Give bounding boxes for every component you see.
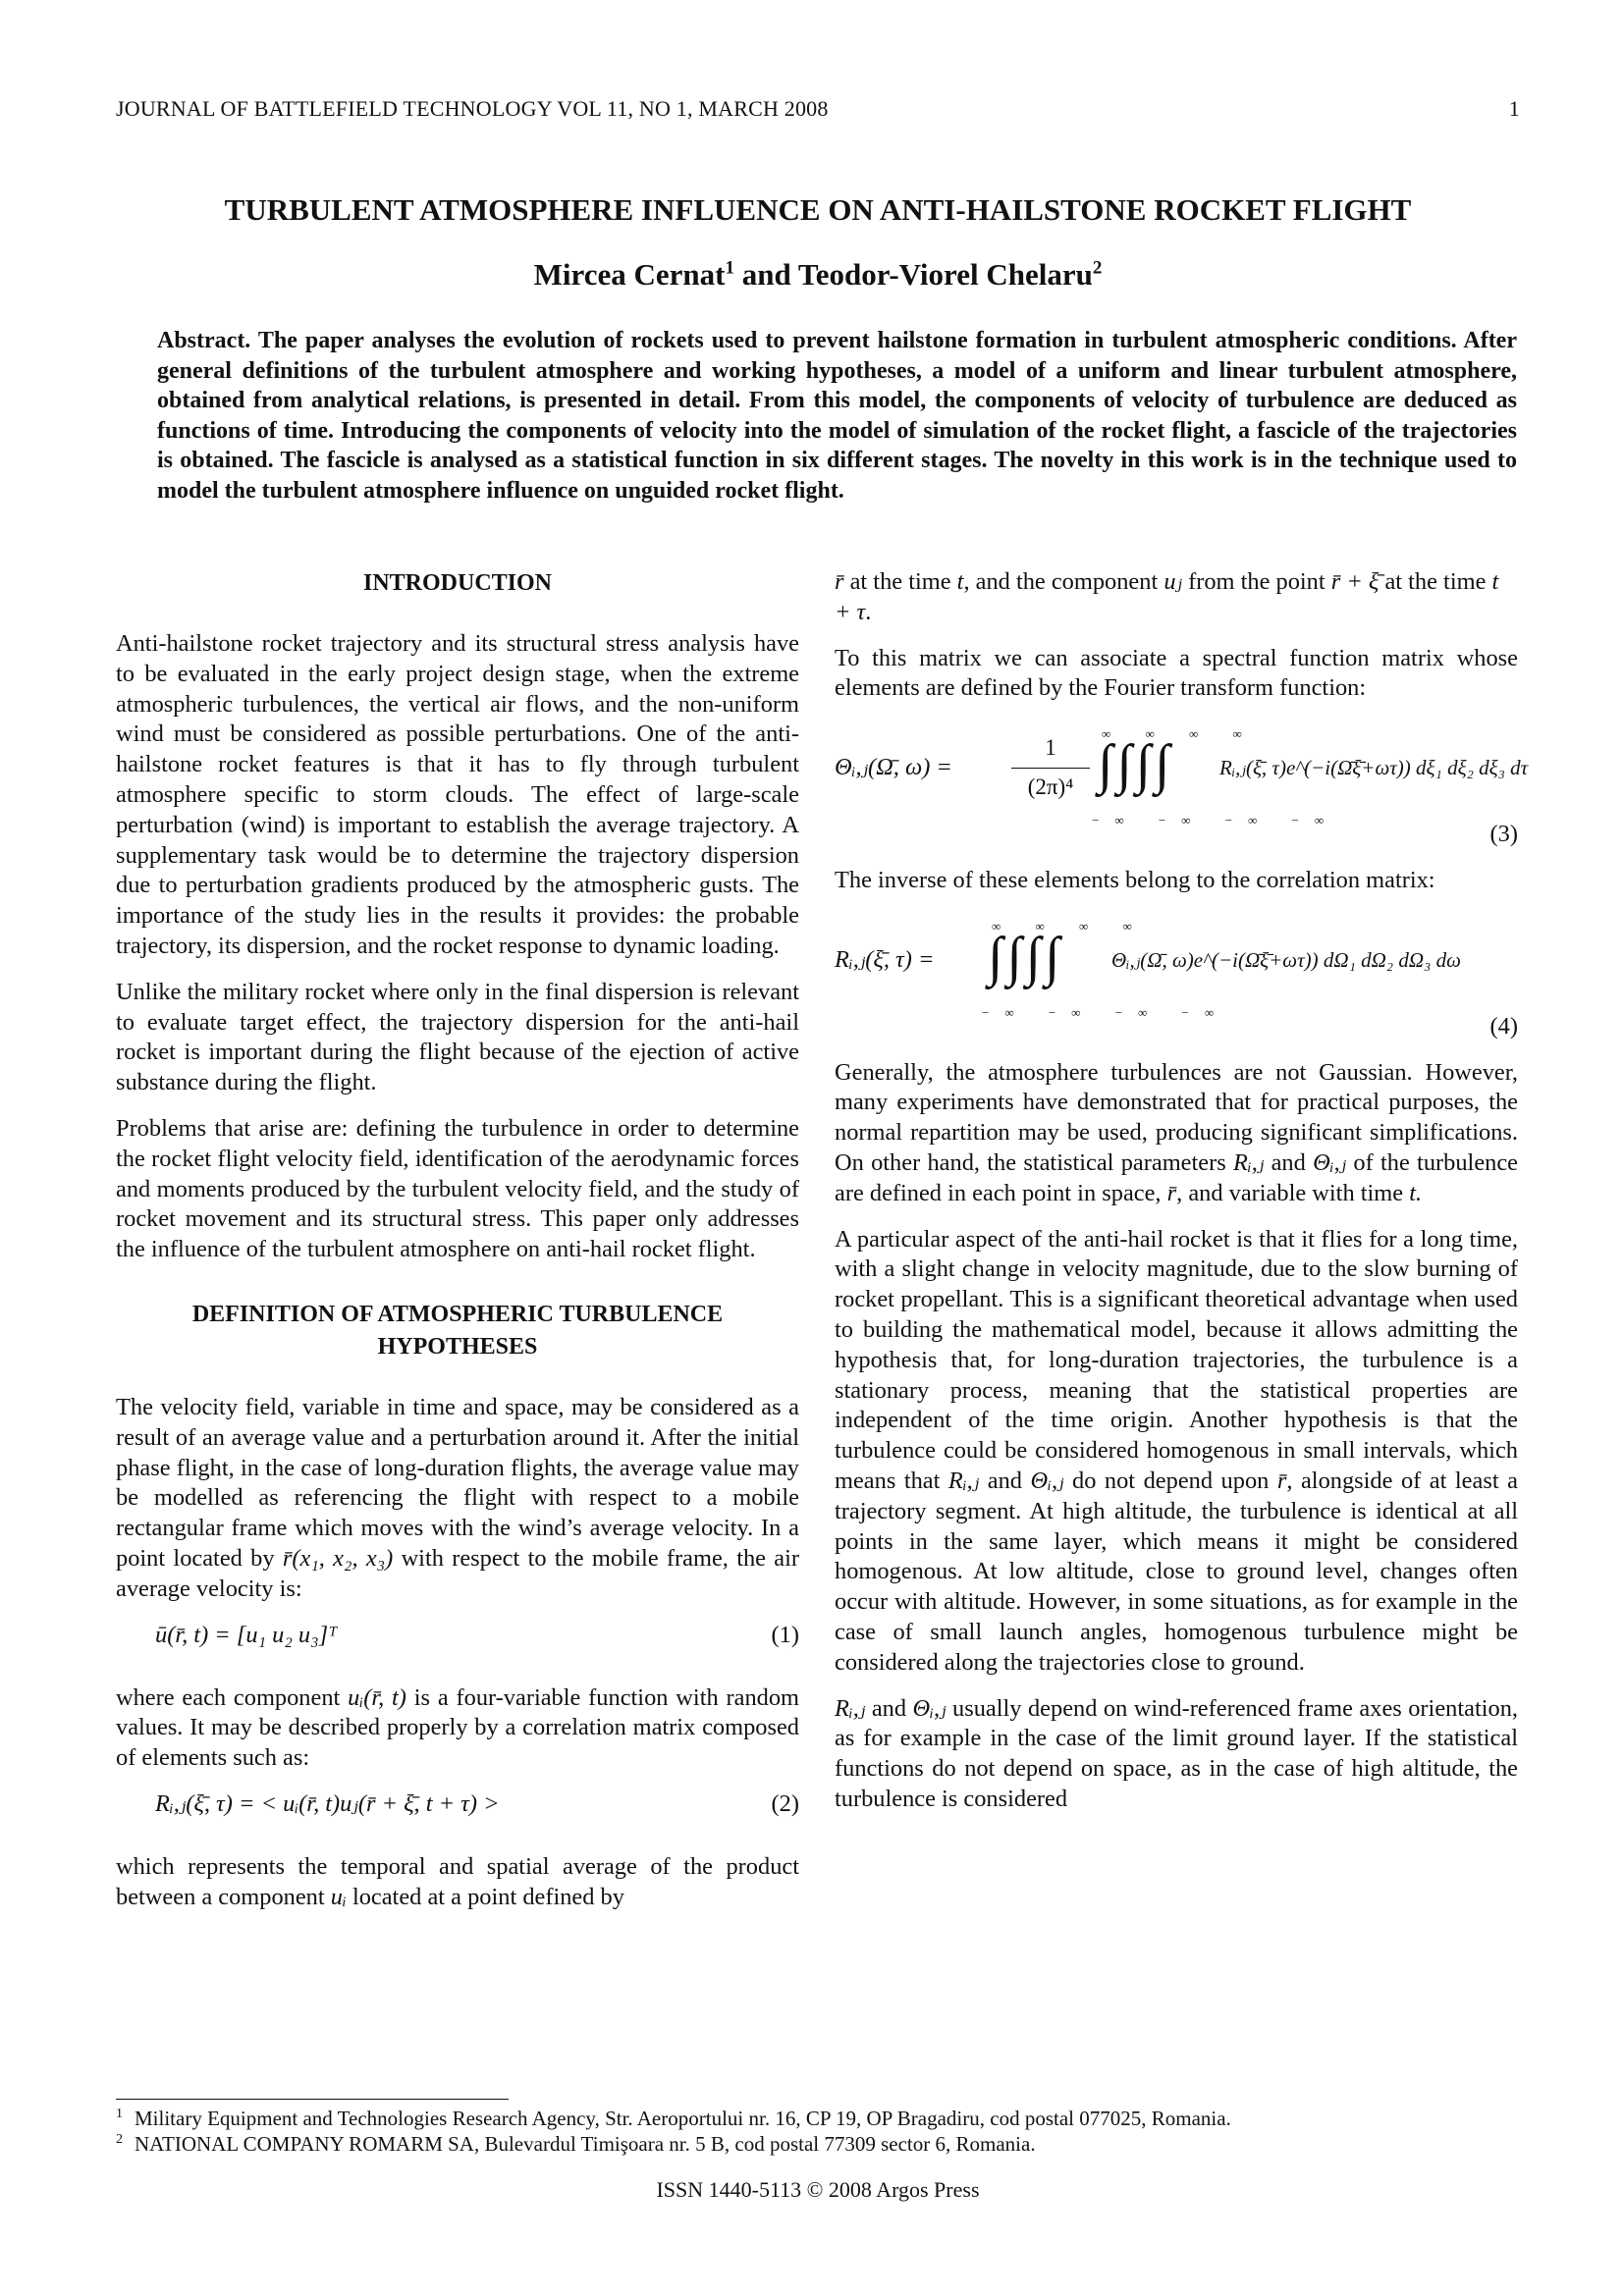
paragraph: r̄ at the time t, and the component uⱼ from the point r̄ + ξ̄ at the time t + τ. xyxy=(835,568,1499,625)
math-symbol: Θᵢ,ⱼ xyxy=(1313,1148,1347,1176)
equation-2 xyxy=(116,1789,799,1833)
paragraph: Unlike the military rocket where only in the final dispersion is relevant to evaluate target effect, the trajectory dispersion for the anti-hail rocket is important during the flight because of the ejection of active substance during the flight. xyxy=(116,978,799,1096)
equation-number: (2) xyxy=(771,1789,799,1817)
section-heading-definition: DEFINITION OF ATMOSPHERIC TURBULENCE HYPOTHESES xyxy=(191,1301,724,1360)
author-1-affiliation: 1 xyxy=(725,257,734,279)
integral-lower-limits: −∞ −∞ −∞ −∞ xyxy=(982,1004,1230,1020)
equation-rhs: Rᵢ,ⱼ(ξ̄, τ)e^(−i(Ω̄ξ̄+ωτ)) dξ₁ dξ₂ dξ₃ dτ xyxy=(1219,756,1529,780)
footnote-marker: 2 xyxy=(116,2132,123,2147)
math-symbol: t. xyxy=(1409,1179,1423,1206)
footnote-2: $^2$ NATIONAL COMPANY ROMARM SA, Bulevardul Timişoara nr. 5 B, cod postal 77309 sector 6, Romania. xyxy=(116,2132,1036,2156)
fraction xyxy=(1011,733,1090,803)
math-symbol: r̄ xyxy=(835,568,844,595)
quadruple-integral: ∫∫∫∫ xyxy=(1098,734,1174,796)
paragraph: where each component uᵢ(r̄, t) is a four-variable function with random values. It may be described properly by a correlation matrix composed of elements such as: xyxy=(116,1683,799,1772)
math-symbol: uᵢ xyxy=(330,1883,347,1910)
equation-rhs: Θᵢ,ⱼ(Ω̄, ω)e^(−i(Ω̄ξ̄+ωτ)) dΩ₁ dΩ₂ dΩ₃ dω xyxy=(1111,947,1461,972)
math-symbol: r̄ + ξ̄ xyxy=(1330,568,1380,595)
equation-3 xyxy=(835,720,1529,828)
paragraph: which represents the temporal and spatial average of the product between a component uᵢ located at a point defined by xyxy=(116,1852,799,1910)
math-symbol: t + τ xyxy=(835,568,1499,625)
equation-lhs: Rᵢ,ⱼ(ξ̄, τ) = xyxy=(835,945,935,973)
author-2: Teodor-Viorel Chelaru xyxy=(797,257,1093,292)
journal-name: JOURNAL OF BATTLEFIELD TECHNOLOGY VOL 11, NO 1, MARCH 2008 xyxy=(116,96,829,121)
left-column xyxy=(116,567,799,1929)
issn-footer: ISSN 1440-5113 © 2008 Argos Press xyxy=(656,2177,980,2202)
equation-body: Rᵢ,ⱼ(ξ̄, τ) = < uᵢ(r̄, t)uⱼ(r̄ + ξ̄, t + τ) > xyxy=(155,1789,500,1817)
equation-number: (3) xyxy=(1489,821,1518,848)
equation-1 xyxy=(116,1621,799,1664)
math-symbol: Rᵢ,ⱼ xyxy=(835,1694,866,1722)
math-symbol: r̄ xyxy=(1276,1467,1287,1494)
footnote-1: $^1$ Military Equipment and Technologies Research Agency, Str. Aeroportului nr. 16, CP 19, OP Bragadiru, cod postal 077025, Romania. xyxy=(116,2107,1231,2130)
authors-and: and xyxy=(733,257,798,292)
math-symbol: uⱼ xyxy=(1163,568,1182,595)
fraction-bar xyxy=(1011,768,1090,769)
paragraph: Anti-hailstone rocket trajectory and its structural stress analysis have to be evaluated in the early project design stage, when the extreme atmospheric turbulences, the vertical air flows, and the non-uniform wind must be considered as possible perturbations. One of the anti-hailstone rocket features is that it has to fly through turbulent atmosphere specific to storm clouds. The effect of large-scale perturbation (wind) is important to establish the average trajectory. A supplementary task would be to determine the trajectory dispersion due to perturbation gradients produced by the atmospheric gusts. The importance of the study lies in the results it provides: the probable trajectory, its dispersion, and the rocket response to dynamic loading. xyxy=(116,630,799,959)
equation-number: (4) xyxy=(1489,1012,1518,1040)
fraction-numerator: 1 xyxy=(1045,735,1056,761)
math-symbol: t xyxy=(956,568,964,595)
math-symbol: r̄(x₁, x₂, x₃) xyxy=(282,1544,394,1572)
paragraph: The velocity field, variable in time and space, may be considered as a result of an average value and a perturbation around it. After the initial phase flight, in the case of long-duration flights, the average value may be modelled as referencing the flight with respect to a mobile rectangular frame which moves with the wind’s average velocity. In a point located by r̄(x₁, x₂, x₃) with respect to the mobile frame, the air average velocity is: xyxy=(116,1393,799,1602)
paragraph: Generally, the atmosphere turbulences are not Gaussian. However, many experiments have demonstrated that for practical purposes, the normal repartition may be used, producing significant simplifications. On other hand, the statistical parameters Rᵢ,ⱼ and Θᵢ,ⱼ of the turbulence are defined in each point in space, r̄, and variable with time t. xyxy=(835,1058,1518,1206)
math-symbol: Rᵢ,ⱼ xyxy=(947,1467,980,1494)
equation-4 xyxy=(835,912,1518,1020)
math-symbol: r̄ xyxy=(1166,1179,1177,1206)
right-column xyxy=(835,567,1529,1831)
math-symbol: uᵢ(r̄, t) xyxy=(348,1683,406,1711)
paragraph: Problems that arise are: defining the turbulence in order to determine the rocket flight velocity field, identification of the aerodynamic forces and moments produced by the turbulent velocity field, and the study of rocket movement and its structural stress. This paper only addresses the influence of the turbulent atmosphere on anti-hail rocket flight. xyxy=(116,1114,799,1263)
paragraph: Rᵢ,ⱼ and Θᵢ,ⱼ usually depend on wind-referenced frame axes orientation, as for example in the case of the limit ground layer. If the statistical functions do not depend on space, as in the case of high altitude, the turbulence is considered xyxy=(835,1694,1519,1812)
author-2-affiliation: 2 xyxy=(1092,257,1103,279)
footnote-rule xyxy=(116,2099,509,2100)
math-symbol: Rᵢ,ⱼ xyxy=(1233,1148,1265,1176)
fraction-denominator: (2π)⁴ xyxy=(1027,774,1074,799)
equation-lhs: Θᵢ,ⱼ(Ω̄, ω) = xyxy=(835,754,952,781)
paragraph: A particular aspect of the anti-hail rocket is that it flies for a long time, with a slight change in velocity magnitude, due to the slow burning of rocket propellant. This is a significant theoretical advantage when used to building the mathematical model, because it allows admitting the hypothesis that, for long-duration trajectories, the turbulence is a stationary process, meaning that the statistical properties are independent of the time origin. Another hypothesis is that the turbulence could be considered homogenous in small intervals, which means that Rᵢ,ⱼ and Θᵢ,ⱼ do not depend upon r̄, alongside of at least a trajectory segment. At high altitude, the turbulence is identical at all points in the same layer, which means it might be considered homogenous. At low altitude, close to ground level, changes often occur with altitude. However, in some situations, as for example in the case of small launch angles, homogenous turbulence might be considered along the trajectories close to ground. xyxy=(835,1225,1518,1676)
paper-title: TURBULENT ATMOSPHERE INFLUENCE ON ANTI-HAILSTONE ROCKET FLIGHT xyxy=(224,192,1412,227)
page-number: 1 xyxy=(1508,96,1520,121)
integral-upper-limits: ∞ ∞ ∞ ∞ xyxy=(1102,726,1258,742)
quadruple-integral: ∫∫∫∫ xyxy=(988,926,1064,988)
section-heading-introduction: INTRODUCTION xyxy=(362,570,553,596)
author-1: Mircea Cernat xyxy=(533,257,726,292)
footnote-marker: 1 xyxy=(116,2107,123,2121)
equation-number: (1) xyxy=(771,1621,799,1648)
math-symbol: Θᵢ,ⱼ xyxy=(1030,1467,1064,1494)
math-symbol: Θᵢ,ⱼ xyxy=(912,1694,947,1722)
abstract: Abstract. The paper analyses the evolution of rockets used to prevent hailstone formation in turbulent atmospheric conditions. After general definitions of the turbulent atmosphere and working hypotheses, a model of a uniform and linear turbulent atmosphere, obtained from analytical relations, is presented in detail. From this model, the components of velocity of turbulence are deduced as functions of time. Introducing the components of velocity into the model of simulation of the rocket flight, a fascicle of the trajectories is obtained. The fascicle is analysed as a statistical function in six different stages. The novelty in this work is in the technique used to model the turbulent atmosphere influence on unguided rocket flight. xyxy=(157,328,1517,504)
paragraph: To this matrix we can associate a spectral function matrix whose elements are defined by the Fourier transform function: xyxy=(835,644,1518,702)
running-header xyxy=(116,96,1520,122)
integral-lower-limits: −∞ −∞ −∞ −∞ xyxy=(1092,813,1340,828)
equation-body: ū(r̄, t) = [u₁ u₂ u₃]ᵀ xyxy=(155,1621,338,1648)
integral-upper-limits: ∞ ∞ ∞ ∞ xyxy=(992,918,1148,934)
paragraph: The inverse of these elements belong to the correlation matrix: xyxy=(835,866,1435,893)
authors xyxy=(116,257,1520,293)
